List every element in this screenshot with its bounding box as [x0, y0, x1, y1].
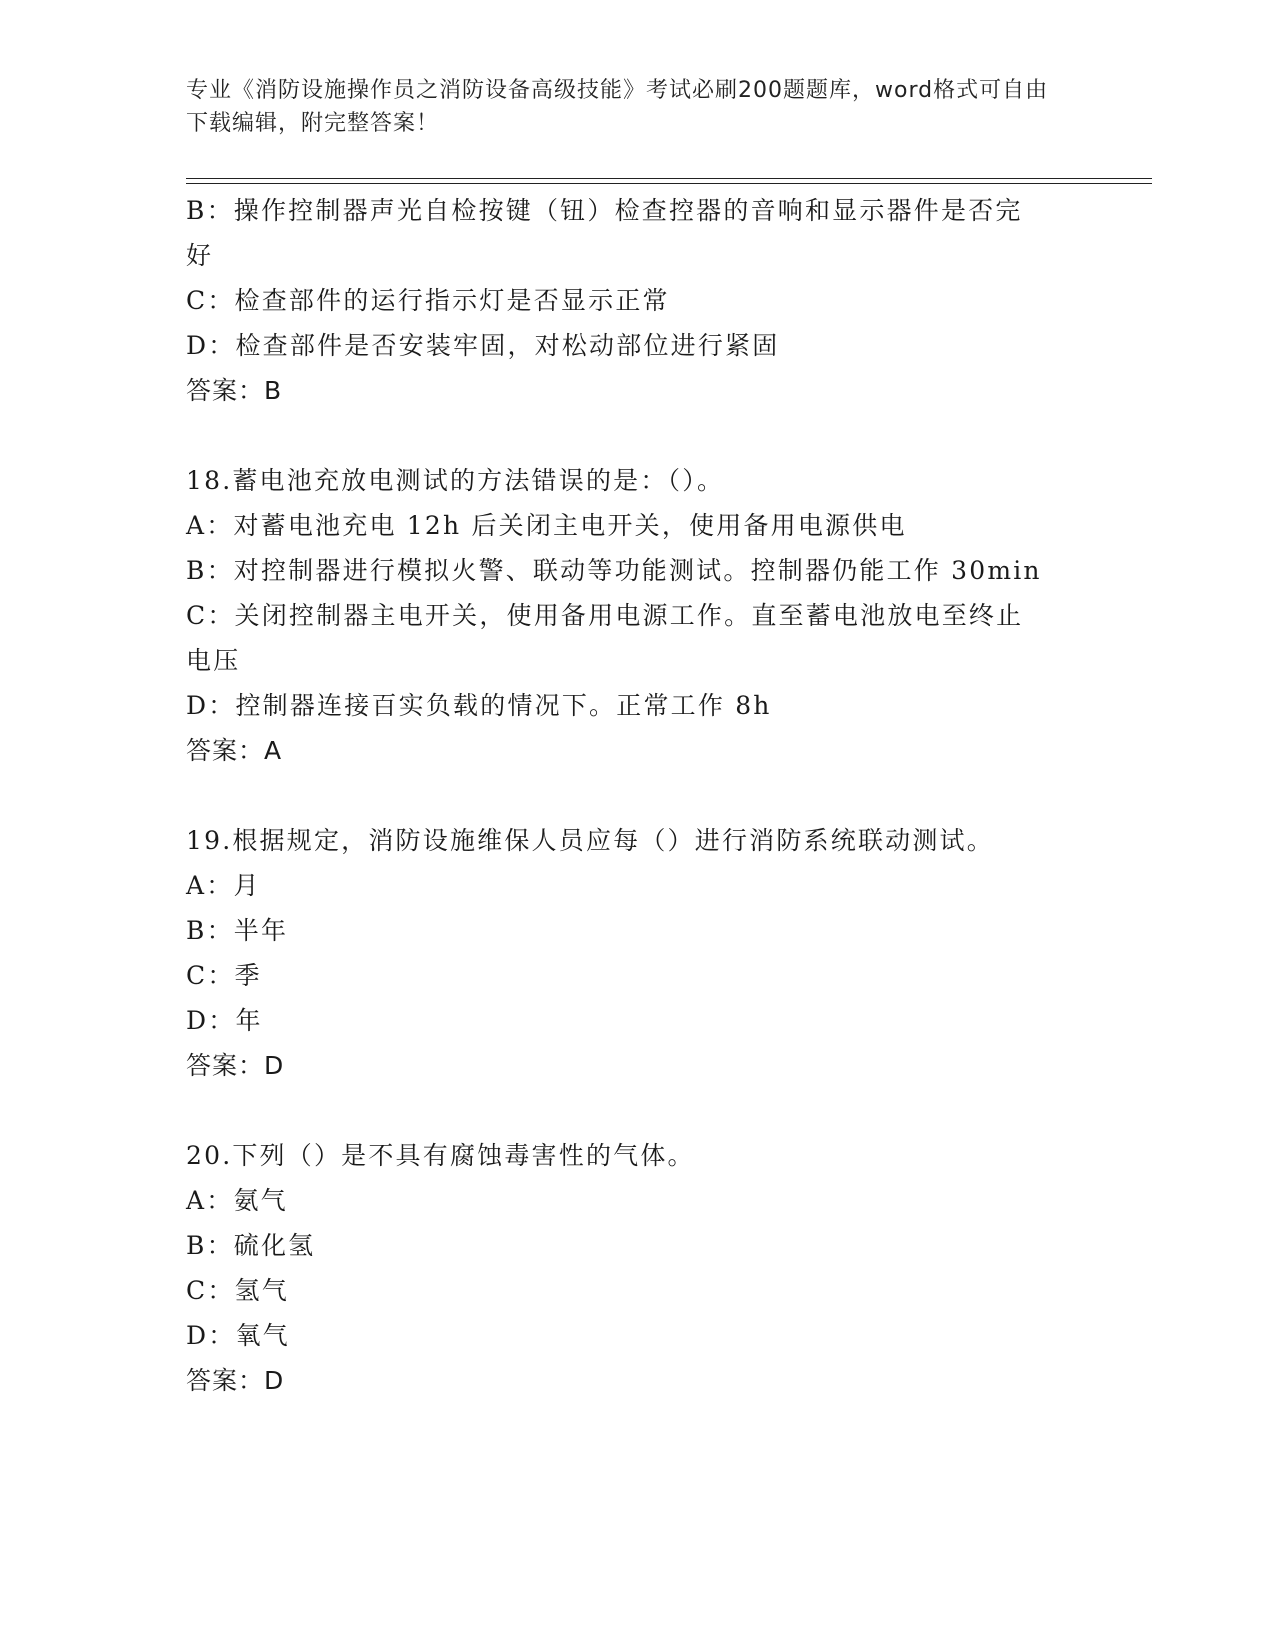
question-18-option-d: D：控制器连接百实负载的情况下。正常工作 8h — [186, 691, 772, 720]
question-17-block — [186, 188, 1086, 413]
question-list — [186, 188, 1086, 1403]
spacer — [186, 773, 1086, 818]
question-20-option-b: B：硫化氢 — [186, 1231, 316, 1260]
question-19-block — [186, 818, 1086, 1088]
question-19-option-a: A：月 — [186, 871, 261, 900]
header-divider-top — [186, 178, 1152, 179]
header-divider-bottom — [186, 183, 1152, 184]
question-20-block — [186, 1133, 1086, 1403]
question-20-option-c: C：氢气 — [186, 1276, 289, 1305]
question-17-option-c: C：检查部件的运行指示灯是否显示正常 — [186, 286, 670, 315]
spacer — [186, 413, 1086, 458]
question-19-option-c: C：季 — [186, 961, 262, 990]
question-17-option-b-line1: B：操作控制器声光自检按键（钮）检查控器的音响和显示器件是否完 — [186, 196, 1023, 225]
question-20-text: 20.下列（）是不具有腐蚀毒害性的气体。 — [186, 1141, 695, 1170]
question-18-answer: 答案：A — [186, 736, 283, 765]
question-17-option-b-line2: 好 — [186, 241, 214, 270]
question-18-option-c-line2: 电压 — [186, 646, 241, 675]
question-19-text: 19.根据规定，消防设施维保人员应每（）进行消防系统联动测试。 — [186, 826, 994, 855]
question-20-option-a: A：氨气 — [186, 1186, 288, 1215]
question-18-option-c-line1: C：关闭控制器主电开关，使用备用电源工作。直至蓄电池放电至终止 — [186, 601, 1024, 630]
question-18-option-a: A：对蓄电池充电 12h 后关闭主电开关，使用备用电源供电 — [186, 511, 907, 540]
question-18-text: 18.蓄电池充放电测试的方法错误的是：（）。 — [186, 466, 725, 495]
question-19-option-d: D：年 — [186, 1006, 263, 1035]
question-20-option-d: D：氧气 — [186, 1321, 290, 1350]
question-17-option-d: D：检查部件是否安装牢固，对松动部位进行紧固 — [186, 331, 780, 360]
document-header: 专业《消防设施操作员之消防设备高级技能》考试必刷200题题库，word格式可自由下载编辑，附完整答案！ — [186, 78, 1049, 136]
question-20-answer: 答案：D — [186, 1366, 285, 1395]
question-19-option-b: B：半年 — [186, 916, 289, 945]
spacer — [186, 1088, 1086, 1133]
question-17-answer: 答案：B — [186, 376, 283, 405]
question-18-option-b: B：对控制器进行模拟火警、联动等功能测试。控制器仍能工作 30min — [186, 556, 1042, 585]
question-18-block — [186, 458, 1086, 773]
question-19-answer: 答案：D — [186, 1051, 285, 1080]
